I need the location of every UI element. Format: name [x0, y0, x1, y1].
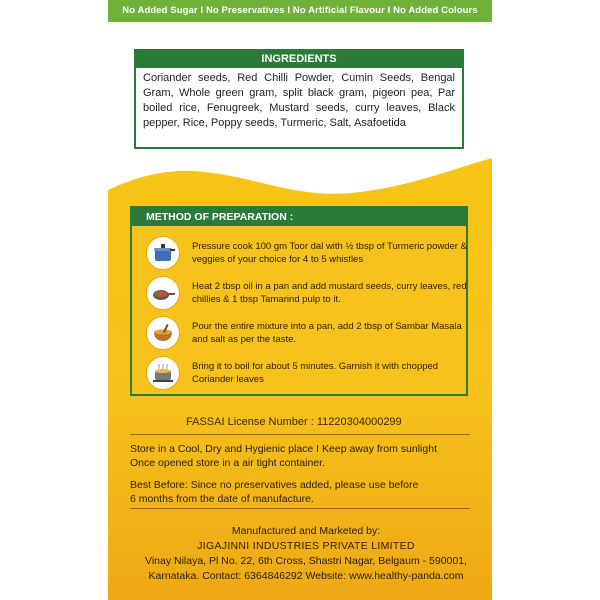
- method-box: [130, 206, 468, 396]
- storage-line-1: Store in a Cool, Dry and Hygienic place I Keep away from sunlight: [130, 443, 437, 455]
- pressure-cooker-icon: [146, 236, 180, 270]
- mixing-bowl-icon: [146, 316, 180, 350]
- top-banner: [108, 0, 492, 22]
- best-before: [130, 478, 480, 506]
- boiling-pot-icon: [146, 356, 180, 390]
- method-step-text: Bring it to boil for about 5 minutes. Garnish it with chopped Coriander leaves: [192, 361, 439, 385]
- ingredients-list: Coriander seeds, Red Chilli Powder, Cumin Seeds, Bengal Gram, Whole green gram, split black gram, pigeon pea, Par boiled rice, Fenugreek, Mustard seeds, curry leaves, Black pepper, Rice, Poppy seeds, Turmeric, Salt, Asafoetida: [143, 72, 455, 129]
- address-line-1: Vinay Nilaya, Pl No. 22, 6th Cross, Shastri Nagar, Belgaum - 590001,: [145, 555, 467, 567]
- banner-text: No Added Sugar I No Preservatives I No Artificial Flavour I No Added Colours: [122, 5, 478, 16]
- address-line-2: Karnataka. Contact: 6364846292 Website: www.healthy-panda.com: [148, 570, 464, 582]
- method-step-text: Pressure cook 100 gm Toor dal with ½ tbsp of Turmeric powder & veggies of your choice for 4 to 5 whistles: [192, 241, 467, 265]
- manufacturer-label: Manufactured and Marketed by:: [231, 525, 381, 537]
- manufacturer-info: [112, 524, 500, 584]
- method-step-1: [146, 236, 467, 272]
- method-title: METHOD OF PREPARATION :: [132, 208, 466, 226]
- storage-instructions: [130, 442, 480, 470]
- storage-line-2: Once opened store in a air tight container.: [130, 457, 325, 469]
- divider: [130, 508, 470, 509]
- method-step-4: [146, 356, 462, 392]
- best-before-line-1: Best Before: Since no preservatives added, please use before: [130, 479, 419, 491]
- frying-pan-icon: [146, 276, 180, 310]
- method-step-2: [146, 276, 467, 312]
- method-step-text: Pour the entire mixture into a pan, add 2 tbsp of Sambar Masala and salt as per the taste.: [192, 321, 462, 345]
- fassai-license: FASSAI License Number : 11220304000299: [186, 416, 402, 428]
- best-before-line-2: 6 months from the date of manufacture.: [130, 493, 314, 505]
- method-step-3: [146, 316, 462, 352]
- company-name: JIGAJINNI INDUSTRIES PRIVATE LIMITED: [197, 540, 415, 552]
- ingredients-box: [134, 49, 464, 149]
- ingredients-title: INGREDIENTS: [136, 51, 462, 68]
- method-step-text: Heat 2 tbsp oil in a pan and add mustard seeds, curry leaves, red chillies & 1 tbsp Tamarind pulp to it.: [192, 281, 467, 305]
- divider: [130, 434, 470, 435]
